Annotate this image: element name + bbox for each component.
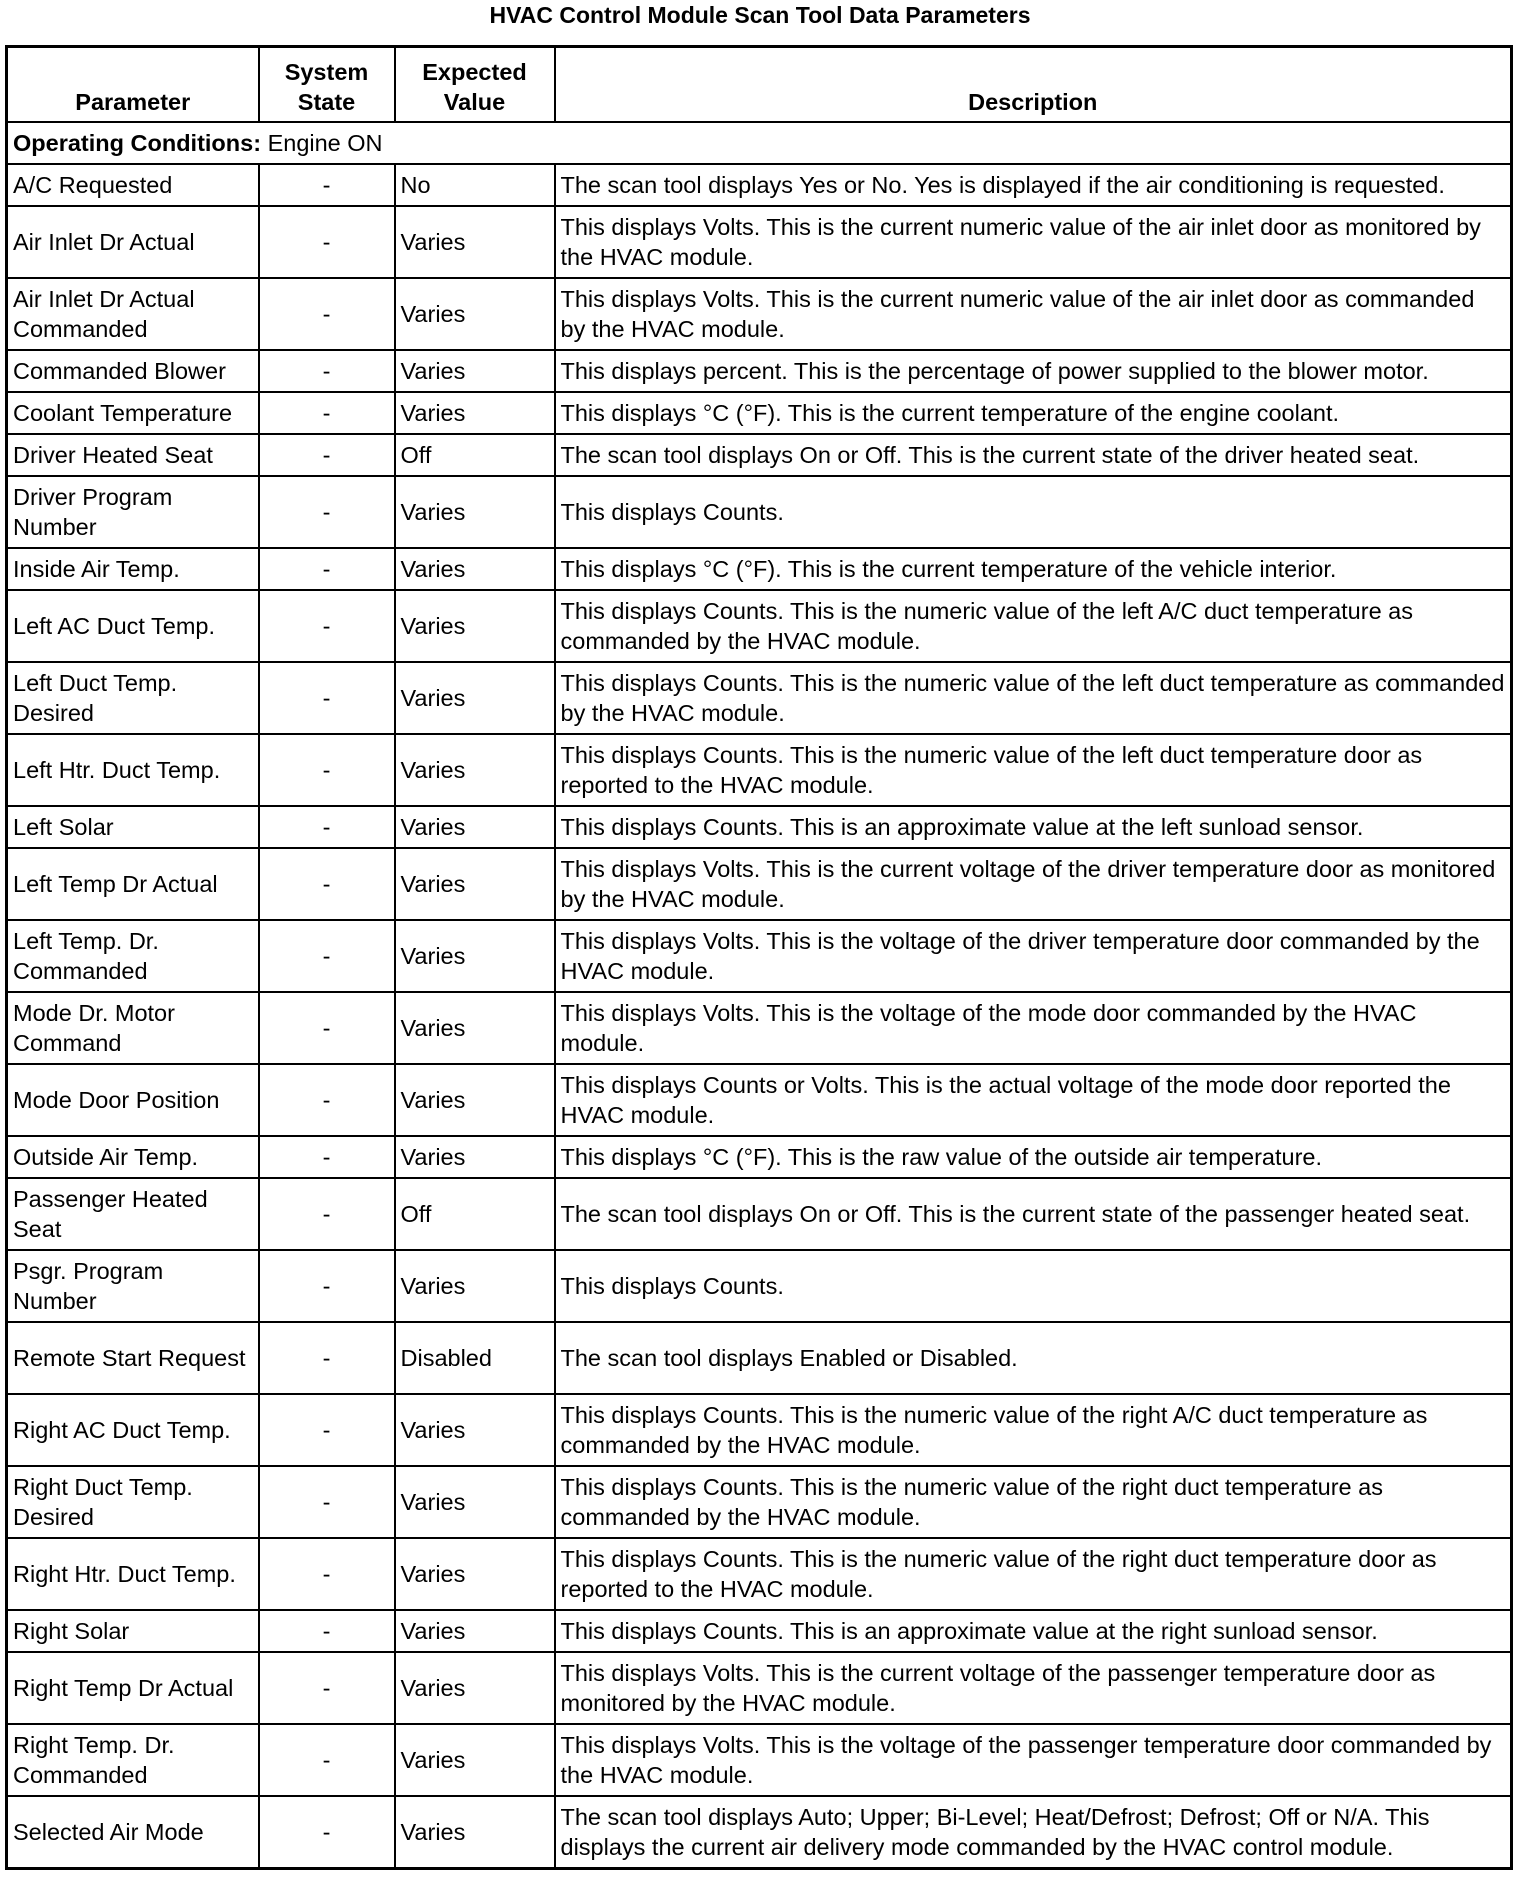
expected-value-cell: Varies bbox=[395, 1724, 555, 1796]
parameter-cell: Right AC Duct Temp. bbox=[7, 1394, 259, 1466]
table-row bbox=[7, 920, 1512, 992]
description-cell: This displays Counts. This is an approximate value at the left sunload sensor. bbox=[555, 806, 1512, 848]
expected-value-cell: Varies bbox=[395, 1064, 555, 1136]
expected-value-cell: Varies bbox=[395, 1394, 555, 1466]
system-state-cell: - bbox=[259, 1322, 395, 1394]
document-title: HVAC Control Module Scan Tool Data Parameters bbox=[489, 2, 1031, 28]
table-row bbox=[7, 1322, 1512, 1394]
description-cell: This displays Counts. This is an approximate value at the right sunload sensor. bbox=[555, 1610, 1512, 1652]
table-row bbox=[7, 992, 1512, 1064]
system-state-cell: - bbox=[259, 476, 395, 548]
parameter-cell: Right Htr. Duct Temp. bbox=[7, 1538, 259, 1610]
system-state-cell: - bbox=[259, 1652, 395, 1724]
parameter-cell: Right Temp. Dr. Commanded bbox=[7, 1724, 259, 1796]
parameter-cell: Mode Dr. Motor Command bbox=[7, 992, 259, 1064]
table-row bbox=[7, 1724, 1512, 1796]
header-system-state bbox=[259, 47, 395, 123]
description-cell: The scan tool displays Auto; Upper; Bi-Level; Heat/Defrost; Defrost; Off or N/A. This displays the current air delivery mode commanded by the HVAC control module. bbox=[555, 1796, 1512, 1869]
parameter-cell: Mode Door Position bbox=[7, 1064, 259, 1136]
header-expected-value-line1: Expected bbox=[422, 59, 527, 85]
table-row bbox=[7, 1796, 1512, 1869]
description-cell: This displays Counts or Volts. This is the actual voltage of the mode door reported the HVAC module. bbox=[555, 1064, 1512, 1136]
table-row bbox=[7, 1394, 1512, 1466]
parameter-cell: Left Duct Temp. Desired bbox=[7, 662, 259, 734]
table-row bbox=[7, 206, 1512, 278]
system-state-cell: - bbox=[259, 278, 395, 350]
system-state-cell: - bbox=[259, 1724, 395, 1796]
system-state-cell: - bbox=[259, 1064, 395, 1136]
description-cell: This displays Volts. This is the current numeric value of the air inlet door as commanded by the HVAC module. bbox=[555, 278, 1512, 350]
system-state-cell: - bbox=[259, 1796, 395, 1869]
system-state-cell: - bbox=[259, 1610, 395, 1652]
expected-value-cell: Varies bbox=[395, 992, 555, 1064]
table-row bbox=[7, 1652, 1512, 1724]
description-cell: This displays Volts. This is the voltage of the driver temperature door commanded by the HVAC module. bbox=[555, 920, 1512, 992]
system-state-cell: - bbox=[259, 806, 395, 848]
parameter-cell: Psgr. Program Number bbox=[7, 1250, 259, 1322]
system-state-cell: - bbox=[259, 920, 395, 992]
description-cell: This displays °C (°F). This is the current temperature of the engine coolant. bbox=[555, 392, 1512, 434]
description-cell: This displays °C (°F). This is the raw value of the outside air temperature. bbox=[555, 1136, 1512, 1178]
system-state-cell: - bbox=[259, 206, 395, 278]
description-cell: The scan tool displays On or Off. This is the current state of the passenger heated seat. bbox=[555, 1178, 1512, 1250]
expected-value-cell: Varies bbox=[395, 278, 555, 350]
table-row bbox=[7, 476, 1512, 548]
expected-value-cell: Varies bbox=[395, 1796, 555, 1869]
expected-value-cell: Off bbox=[395, 1178, 555, 1250]
parameter-cell: Remote Start Request bbox=[7, 1322, 259, 1394]
expected-value-cell: Varies bbox=[395, 1610, 555, 1652]
table-row bbox=[7, 164, 1512, 206]
description-cell: The scan tool displays Enabled or Disabled. bbox=[555, 1322, 1512, 1394]
expected-value-cell: Varies bbox=[395, 662, 555, 734]
expected-value-cell: Varies bbox=[395, 590, 555, 662]
system-state-cell: - bbox=[259, 848, 395, 920]
description-cell: This displays Counts. This is the numeric value of the left A/C duct temperature as commanded by the HVAC module. bbox=[555, 590, 1512, 662]
expected-value-cell: No bbox=[395, 164, 555, 206]
system-state-cell: - bbox=[259, 590, 395, 662]
system-state-cell: - bbox=[259, 992, 395, 1064]
description-cell: This displays Volts. This is the current numeric value of the air inlet door as monitored by the HVAC module. bbox=[555, 206, 1512, 278]
expected-value-cell: Varies bbox=[395, 734, 555, 806]
operating-conditions-row bbox=[7, 122, 1512, 164]
parameter-cell: Inside Air Temp. bbox=[7, 548, 259, 590]
parameter-cell: Selected Air Mode bbox=[7, 1796, 259, 1869]
table-row bbox=[7, 1610, 1512, 1652]
description-cell: This displays Volts. This is the current voltage of the driver temperature door as monitored by the HVAC module. bbox=[555, 848, 1512, 920]
header-row bbox=[7, 47, 1512, 123]
expected-value-cell: Varies bbox=[395, 806, 555, 848]
operating-conditions-cell bbox=[7, 122, 1512, 164]
description-cell: This displays Counts. This is the numeric value of the left duct temperature door as reported to the HVAC module. bbox=[555, 734, 1512, 806]
table-row bbox=[7, 662, 1512, 734]
parameter-cell: Driver Heated Seat bbox=[7, 434, 259, 476]
system-state-cell: - bbox=[259, 1466, 395, 1538]
system-state-cell: - bbox=[259, 1538, 395, 1610]
parameter-cell: Coolant Temperature bbox=[7, 392, 259, 434]
parameter-cell: Outside Air Temp. bbox=[7, 1136, 259, 1178]
operating-conditions-value: Engine ON bbox=[261, 130, 383, 156]
header-description: Description bbox=[555, 47, 1512, 123]
table-row bbox=[7, 434, 1512, 476]
parameter-cell: A/C Requested bbox=[7, 164, 259, 206]
description-cell: This displays percent. This is the percentage of power supplied to the blower motor. bbox=[555, 350, 1512, 392]
parameter-cell: Right Temp Dr Actual bbox=[7, 1652, 259, 1724]
description-cell: This displays Counts. bbox=[555, 476, 1512, 548]
table-row bbox=[7, 278, 1512, 350]
expected-value-cell: Varies bbox=[395, 848, 555, 920]
expected-value-cell: Disabled bbox=[395, 1322, 555, 1394]
parameter-cell: Right Duct Temp. Desired bbox=[7, 1466, 259, 1538]
header-system-state-line2: State bbox=[297, 89, 356, 115]
expected-value-cell: Varies bbox=[395, 920, 555, 992]
header-parameter: Parameter bbox=[7, 47, 259, 123]
table-row bbox=[7, 1178, 1512, 1250]
expected-value-cell: Off bbox=[395, 434, 555, 476]
parameter-cell: Passenger Heated Seat bbox=[7, 1178, 259, 1250]
table-row bbox=[7, 848, 1512, 920]
parameter-cell: Right Solar bbox=[7, 1610, 259, 1652]
description-cell: This displays Counts. This is the numeric value of the right A/C duct temperature as commanded by the HVAC module. bbox=[555, 1394, 1512, 1466]
system-state-cell: - bbox=[259, 392, 395, 434]
parameter-cell: Air Inlet Dr Actual Commanded bbox=[7, 278, 259, 350]
description-cell: This displays °C (°F). This is the current temperature of the vehicle interior. bbox=[555, 548, 1512, 590]
table-row bbox=[7, 392, 1512, 434]
table-row bbox=[7, 350, 1512, 392]
description-cell: This displays Volts. This is the current voltage of the passenger temperature door as monitored by the HVAC module. bbox=[555, 1652, 1512, 1724]
expected-value-cell: Varies bbox=[395, 392, 555, 434]
expected-value-cell: Varies bbox=[395, 548, 555, 590]
parameter-cell: Left Solar bbox=[7, 806, 259, 848]
table-row bbox=[7, 1250, 1512, 1322]
description-cell: This displays Counts. This is the numeric value of the right duct temperature door as reported to the HVAC module. bbox=[555, 1538, 1512, 1610]
operating-conditions-label: Operating Conditions: bbox=[13, 130, 262, 156]
scan-tool-data-table bbox=[5, 45, 1513, 1870]
parameter-cell: Left AC Duct Temp. bbox=[7, 590, 259, 662]
system-state-cell: - bbox=[259, 1250, 395, 1322]
table-row bbox=[7, 806, 1512, 848]
system-state-cell: - bbox=[259, 1394, 395, 1466]
description-cell: This displays Counts. This is the numeric value of the right duct temperature as commanded by the HVAC module. bbox=[555, 1466, 1512, 1538]
expected-value-cell: Varies bbox=[395, 1538, 555, 1610]
parameter-cell: Commanded Blower bbox=[7, 350, 259, 392]
system-state-cell: - bbox=[259, 434, 395, 476]
parameter-cell: Air Inlet Dr Actual bbox=[7, 206, 259, 278]
expected-value-cell: Varies bbox=[395, 1250, 555, 1322]
expected-value-cell: Varies bbox=[395, 476, 555, 548]
expected-value-cell: Varies bbox=[395, 1466, 555, 1538]
table-row bbox=[7, 548, 1512, 590]
parameter-cell: Left Temp. Dr. Commanded bbox=[7, 920, 259, 992]
expected-value-cell: Varies bbox=[395, 350, 555, 392]
system-state-cell: - bbox=[259, 164, 395, 206]
description-cell: The scan tool displays On or Off. This is the current state of the driver heated seat. bbox=[555, 434, 1512, 476]
table-row bbox=[7, 734, 1512, 806]
system-state-cell: - bbox=[259, 548, 395, 590]
description-cell: This displays Counts. bbox=[555, 1250, 1512, 1322]
system-state-cell: - bbox=[259, 1136, 395, 1178]
table-row bbox=[7, 1136, 1512, 1178]
system-state-cell: - bbox=[259, 662, 395, 734]
table-row bbox=[7, 1064, 1512, 1136]
expected-value-cell: Varies bbox=[395, 206, 555, 278]
expected-value-cell: Varies bbox=[395, 1136, 555, 1178]
table-row bbox=[7, 590, 1512, 662]
system-state-cell: - bbox=[259, 350, 395, 392]
table-row bbox=[7, 1466, 1512, 1538]
parameter-cell: Left Temp Dr Actual bbox=[7, 848, 259, 920]
description-cell: The scan tool displays Yes or No. Yes is displayed if the air conditioning is requested. bbox=[555, 164, 1512, 206]
description-cell: This displays Volts. This is the voltage of the mode door commanded by the HVAC module. bbox=[555, 992, 1512, 1064]
system-state-cell: - bbox=[259, 734, 395, 806]
parameter-cell: Left Htr. Duct Temp. bbox=[7, 734, 259, 806]
description-cell: This displays Counts. This is the numeric value of the left duct temperature as commanded by the HVAC module. bbox=[555, 662, 1512, 734]
expected-value-cell: Varies bbox=[395, 1652, 555, 1724]
system-state-cell: - bbox=[259, 1178, 395, 1250]
parameter-cell: Driver Program Number bbox=[7, 476, 259, 548]
table-row bbox=[7, 1538, 1512, 1610]
header-expected-value-line2: Value bbox=[443, 89, 506, 115]
description-cell: This displays Volts. This is the voltage of the passenger temperature door commanded by the HVAC module. bbox=[555, 1724, 1512, 1796]
header-expected-value bbox=[395, 47, 555, 123]
header-system-state-line1: System bbox=[284, 59, 369, 85]
